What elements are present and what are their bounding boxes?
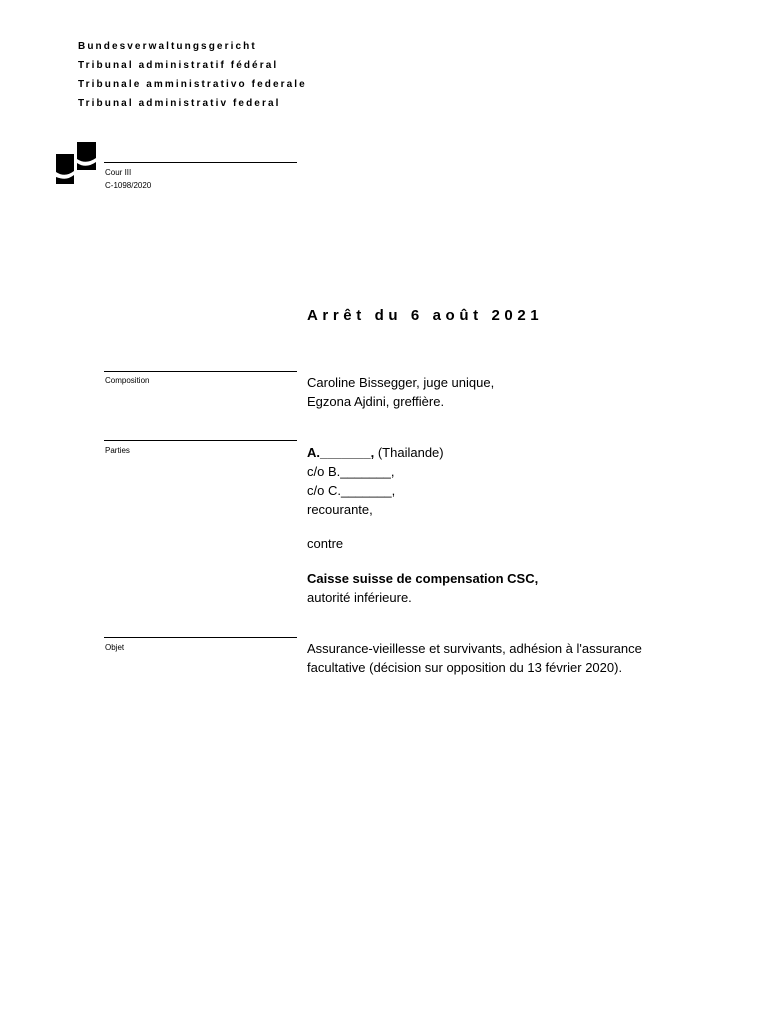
- appellant-country: (Thailande): [374, 445, 444, 460]
- court-name-romansh: Tribunal administrativ federal: [78, 98, 281, 109]
- court-names-header: [78, 40, 307, 116]
- object-line-2: facultative (décision sur opposition du 13 février 2020).: [307, 660, 623, 675]
- parties-label: Parties: [105, 446, 130, 455]
- parties-versus: contre: [307, 536, 344, 551]
- court-division: Cour III: [105, 168, 132, 177]
- composition-label: Composition: [105, 376, 150, 385]
- object-label: Objet: [105, 643, 125, 652]
- appellant-name: A._______,: [307, 445, 375, 460]
- court-name-german: Bundesverwaltungsgericht: [78, 41, 257, 52]
- appellant-co-1: c/o B._______,: [307, 464, 395, 479]
- respondent-role: autorité inférieure.: [307, 590, 412, 605]
- judgment-title: Arrêt du 6 août 2021: [307, 307, 544, 324]
- appellant-role: recourante,: [307, 502, 373, 517]
- court-name-french: Tribunal administratif fédéral: [78, 60, 279, 71]
- court-logo-icon: [56, 142, 96, 186]
- composition-rule: [104, 371, 297, 372]
- object-rule: [104, 637, 297, 638]
- court-name-italian: Tribunale amministrativo federale: [78, 79, 307, 90]
- composition-judge: Caroline Bissegger, juge unique,: [307, 375, 495, 390]
- appellant-line: [307, 443, 444, 462]
- respondent-name: Caisse suisse de compensation CSC,: [307, 571, 539, 586]
- parties-respondent: [307, 569, 538, 607]
- case-rule: [104, 162, 297, 163]
- parties-rule: [104, 440, 297, 441]
- composition-text: [307, 373, 494, 411]
- case-number: C-1098/2020: [105, 181, 152, 190]
- object-line-1: Assurance-vieillesse et survivants, adhésion à l'assurance: [307, 641, 642, 656]
- appellant-co-2: c/o C._______,: [307, 483, 396, 498]
- object-text: [307, 639, 642, 677]
- parties-appellant: [307, 443, 444, 519]
- composition-clerk: Egzona Ajdini, greffière.: [307, 394, 445, 409]
